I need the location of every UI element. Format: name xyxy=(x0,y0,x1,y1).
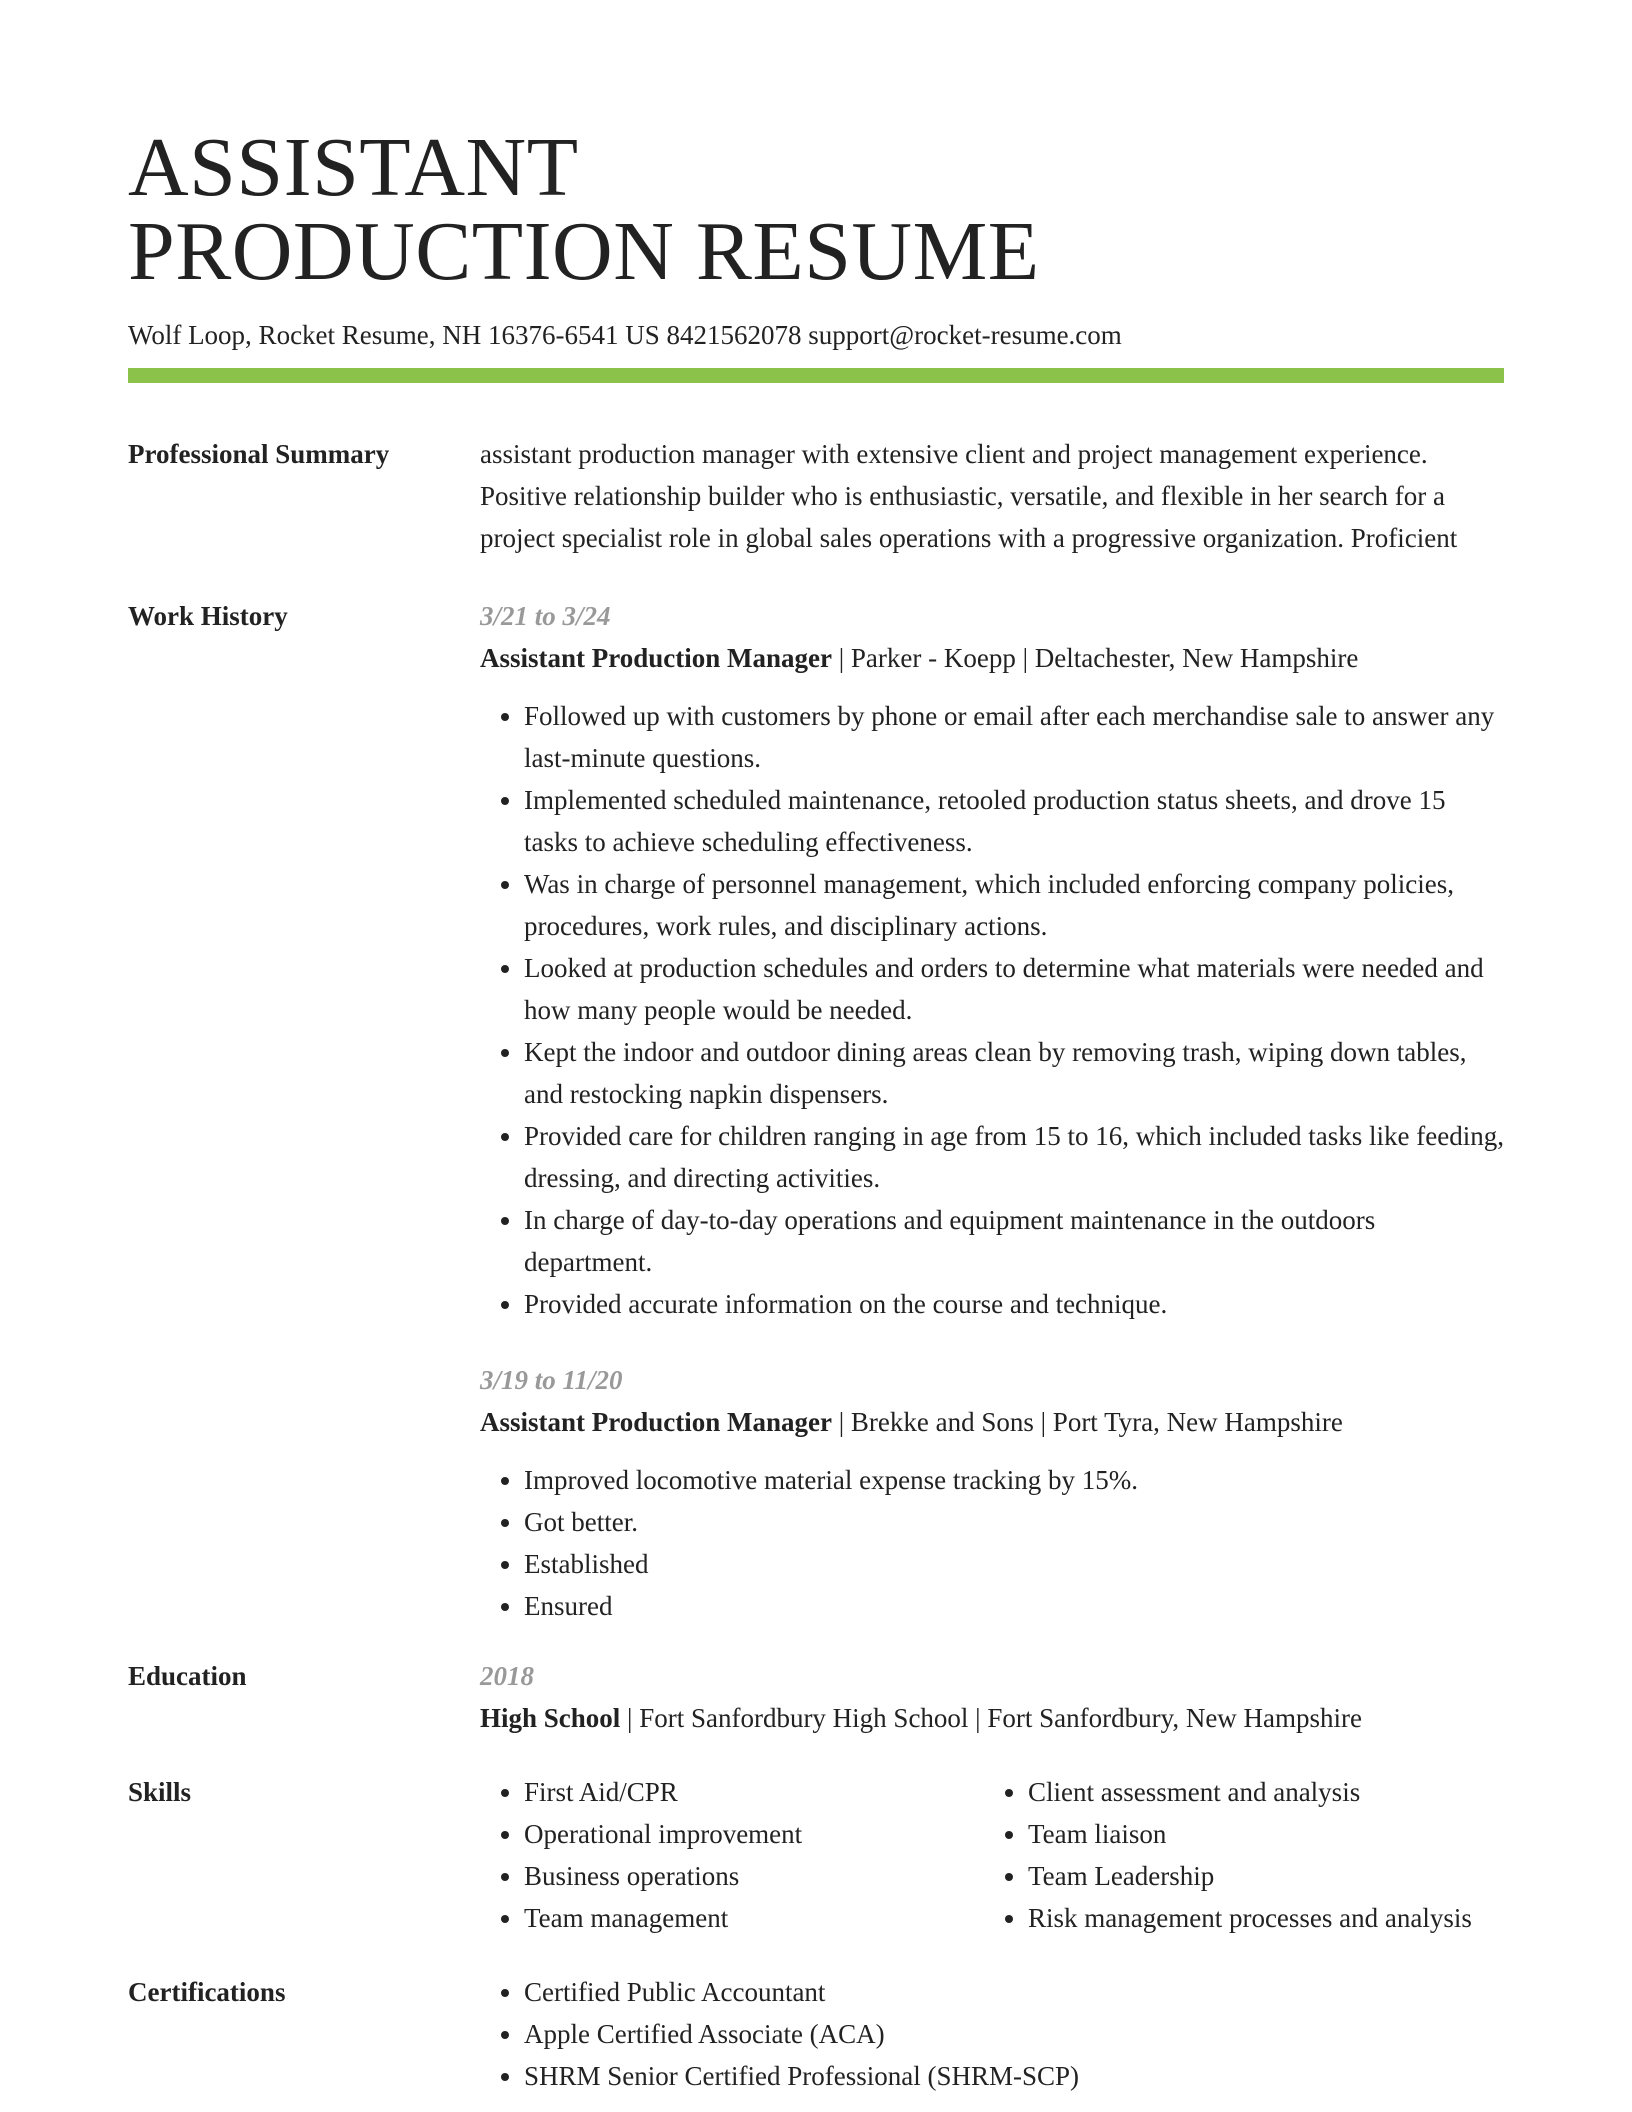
section-certifications xyxy=(128,1971,1504,2097)
list-item: • Got better. xyxy=(524,1501,1504,1543)
job-bullets xyxy=(480,1459,1504,1627)
list-item: • Certified Public Accountant xyxy=(524,1971,1504,2013)
list-item: • Client assessment and analysis xyxy=(1028,1771,1504,1813)
resume-title xyxy=(128,121,1504,298)
list-item: • Ensured xyxy=(524,1585,1504,1627)
list-item: • Implemented scheduled maintenance, retooled production status sheets, and drove 15 tasks to achieve scheduling effectiveness. xyxy=(524,779,1504,863)
list-item: • SHRM Senior Certified Professional (SHRM-SCP) xyxy=(524,2055,1504,2097)
list-item: • Team management xyxy=(524,1897,984,1939)
resume-page xyxy=(128,121,1504,2097)
work-entries xyxy=(480,595,1504,1627)
education-line xyxy=(480,1697,1504,1739)
job-bullets xyxy=(480,695,1504,1325)
list-item: • Improved locomotive material expense tracking by 15%. xyxy=(524,1459,1504,1501)
job-details: | Parker - Koepp | Deltachester, New Hampshire xyxy=(832,643,1359,673)
title-line-1: ASSISTANT xyxy=(128,121,579,214)
job-role: Assistant Production Manager xyxy=(480,643,833,673)
skills-column-2 xyxy=(984,1771,1504,1939)
section-skills xyxy=(128,1771,1504,1939)
job-role: Assistant Production Manager xyxy=(480,1407,833,1437)
job-dates: 3/19 to 11/20 xyxy=(480,1365,623,1395)
job-title-line xyxy=(480,637,1504,679)
list-item: • In charge of day-to-day operations and equipment maintenance in the outdoors department. xyxy=(524,1199,1504,1283)
education-year: 2018 xyxy=(480,1661,534,1691)
list-item: • First Aid/CPR xyxy=(524,1771,984,1813)
list-item: • Team liaison xyxy=(1028,1813,1504,1855)
list-item: • Provided accurate information on the course and technique. xyxy=(524,1283,1504,1325)
list-item: • Kept the indoor and outdoor dining areas clean by removing trash, wiping down tables, and restocking napkin dispensers. xyxy=(524,1031,1504,1115)
list-item: • Business operations xyxy=(524,1855,984,1897)
list-item: • Was in charge of personnel management, which included enforcing company policies, procedures, work rules, and disciplinary actions. xyxy=(524,863,1504,947)
section-label-work: Work History xyxy=(128,601,288,631)
list-item: • Followed up with customers by phone or email after each merchandise sale to answer any last-minute questions. xyxy=(524,695,1504,779)
section-label-certifications: Certifications xyxy=(128,1977,286,2007)
education-entry xyxy=(480,1655,1504,1739)
education-degree: High School xyxy=(480,1703,621,1733)
list-item: • Team Leadership xyxy=(1028,1855,1504,1897)
list-item: • Risk management processes and analysis xyxy=(1028,1897,1504,1939)
section-education xyxy=(128,1655,1504,1739)
list-item: • Provided care for children ranging in age from 15 to 16, which included tasks like feeding, dressing, and directing activities. xyxy=(524,1115,1504,1199)
list-item: • Established xyxy=(524,1543,1504,1585)
job-dates: 3/21 to 3/24 xyxy=(480,601,611,631)
section-professional-summary xyxy=(128,433,1504,559)
job-title-line xyxy=(480,1401,1504,1443)
job-entry xyxy=(480,1359,1504,1627)
list-item: • Apple Certified Associate (ACA) xyxy=(524,2013,1504,2055)
certifications-list xyxy=(480,1971,1504,2097)
job-details: | Brekke and Sons | Port Tyra, New Hampshire xyxy=(832,1407,1343,1437)
education-details: | Fort Sanfordbury High School | Fort Sanfordbury, New Hampshire xyxy=(620,1703,1363,1733)
section-label-skills: Skills xyxy=(128,1777,192,1807)
list-item: • Looked at production schedules and orders to determine what materials were needed and how many people would be needed. xyxy=(524,947,1504,1031)
title-line-2: PRODUCTION RESUME xyxy=(128,205,1040,298)
skills-column-1 xyxy=(480,1771,984,1939)
list-item: • Operational improvement xyxy=(524,1813,984,1855)
section-work-history xyxy=(128,595,1504,1627)
job-entry xyxy=(480,595,1504,1325)
contact-line: Wolf Loop, Rocket Resume, NH 16376-6541 US 8421562078 support@rocket-resume.com xyxy=(128,320,1122,350)
accent-divider xyxy=(128,368,1504,383)
section-label-education: Education xyxy=(128,1661,247,1691)
summary-text: assistant production manager with extensive client and project management experience. Positive relationship builder who is enthusiastic, versatile, and flexible in her search for a project specialist role in global sales operations with a progressive organization. Proficient xyxy=(480,439,1458,553)
skills-grid xyxy=(480,1771,1504,1939)
section-label-summary: Professional Summary xyxy=(128,439,390,469)
certifications-body xyxy=(480,1971,1504,2097)
